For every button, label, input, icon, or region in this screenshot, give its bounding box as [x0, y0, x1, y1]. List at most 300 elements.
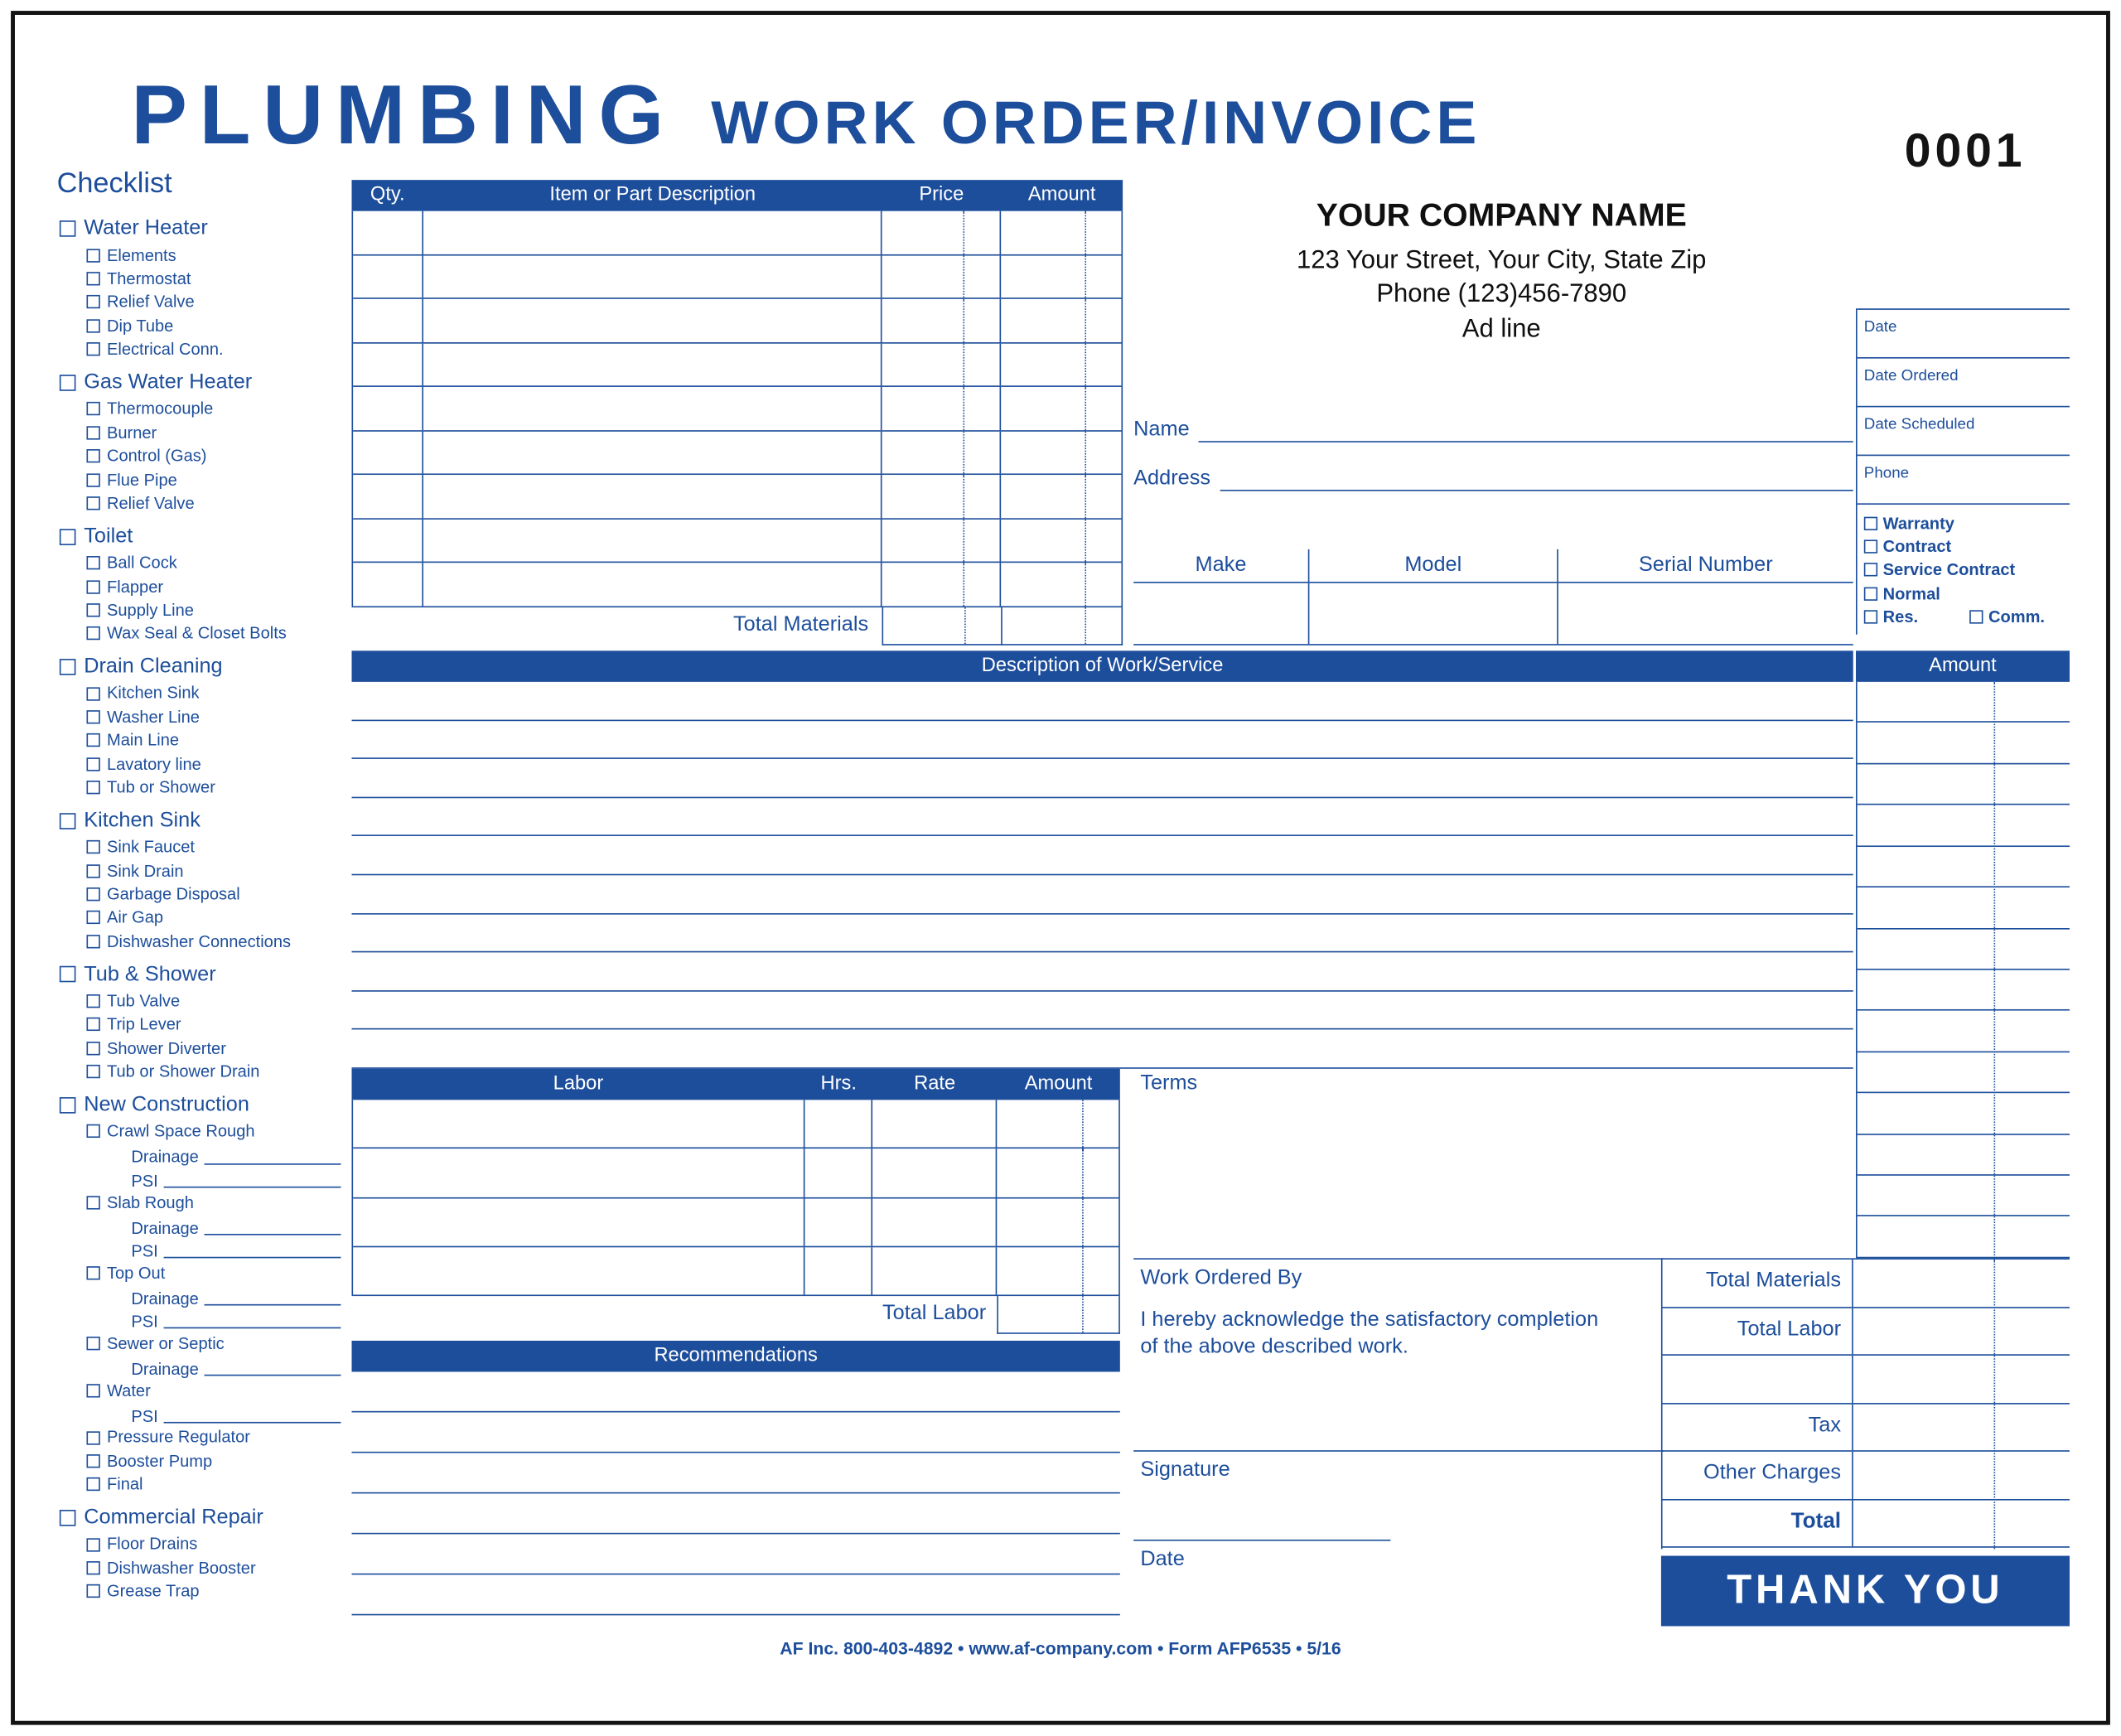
materials-row [353, 519, 1121, 563]
amount-row[interactable] [1858, 970, 2070, 1012]
rate-cell[interactable] [872, 1198, 997, 1246]
checklist-section-label: Tub & Shower [84, 962, 216, 986]
checklist-item [86, 1332, 351, 1355]
amount-row[interactable] [1858, 887, 2070, 929]
comm-label: Comm. [1988, 607, 2046, 627]
amount-row[interactable] [1858, 723, 2070, 765]
total-materials-price-cell[interactable] [882, 607, 1001, 645]
checklist-item [86, 598, 351, 621]
labor-amount-cell[interactable] [997, 1149, 1118, 1197]
write-in-label: PSI [131, 1312, 158, 1332]
qty-cell[interactable] [353, 519, 423, 561]
terms-label: Terms [1140, 1071, 1198, 1095]
price-cell[interactable] [882, 299, 1001, 341]
totals-row [1663, 1260, 2070, 1308]
write-in-line[interactable] [204, 1234, 341, 1236]
checklist-item [86, 1261, 351, 1284]
total-materials-amount-cell[interactable] [1001, 607, 1123, 645]
checklist-section-header [60, 216, 352, 240]
work-description-row[interactable] [351, 991, 1853, 1030]
checkbox-icon[interactable] [86, 272, 99, 285]
write-in-line[interactable] [163, 1187, 341, 1188]
totals-row [1663, 1452, 2070, 1500]
price-cell[interactable] [882, 387, 1001, 429]
serial-number-header: Serial Number [1638, 553, 1773, 577]
labor-row [353, 1100, 1118, 1148]
checklist-item-label: Thermostat [106, 268, 191, 288]
amount-cell[interactable] [1001, 475, 1121, 517]
checklist-section [57, 1506, 352, 1603]
amount-row[interactable] [1858, 1134, 2070, 1176]
qty-cell[interactable] [353, 431, 423, 473]
checkbox-icon[interactable] [86, 603, 99, 617]
cents-divider [1994, 682, 1996, 1259]
name-write-in-line[interactable] [1199, 441, 1853, 442]
checkbox-icon[interactable] [86, 912, 99, 925]
checkbox-icon[interactable] [1864, 516, 1877, 530]
amount-row[interactable] [1858, 1217, 2070, 1259]
cents-divider [963, 211, 964, 254]
checklist-item-label: Kitchen Sink [106, 684, 200, 704]
amount-cell[interactable] [1001, 343, 1121, 385]
res-label: Res. [1882, 607, 1919, 627]
work-description-row[interactable] [351, 721, 1853, 760]
equipment-table [1133, 549, 1853, 646]
checkbox-icon[interactable] [86, 757, 99, 771]
checkbox-icon[interactable] [86, 1042, 99, 1055]
checkbox-icon[interactable] [86, 733, 99, 747]
totals-amount-cell[interactable] [1852, 1452, 2070, 1498]
signature-date-line[interactable] [1133, 1540, 1390, 1541]
cents-divider [1085, 299, 1086, 341]
checkbox-icon[interactable] [86, 840, 99, 853]
checklist-item-label: Relief Valve [106, 293, 195, 312]
checkbox-icon[interactable] [60, 1510, 76, 1526]
checklist-section-label: Water Heater [84, 216, 208, 240]
write-in-label: PSI [131, 1171, 158, 1191]
price-cell[interactable] [882, 211, 1001, 254]
rate-header: Rate [914, 1072, 956, 1095]
totals-row [1663, 1356, 2070, 1404]
amount-cell[interactable] [1001, 299, 1121, 341]
qty-cell[interactable] [353, 343, 423, 385]
rate-cell[interactable] [872, 1100, 997, 1148]
comm-checkbox[interactable] [1969, 611, 1983, 624]
cents-divider [1085, 343, 1086, 385]
totals-amount-cell[interactable] [1852, 1260, 2070, 1306]
checkbox-icon[interactable] [86, 1584, 99, 1598]
customer-name-row [1133, 409, 1853, 442]
recommendations-rows [351, 1372, 1119, 1616]
qty-cell[interactable] [353, 299, 423, 341]
recommendation-row[interactable] [351, 1574, 1119, 1615]
checkbox-icon[interactable] [86, 887, 99, 901]
checkbox-icon[interactable] [86, 473, 99, 486]
cents-divider [1085, 519, 1086, 561]
checkbox-icon[interactable] [60, 813, 76, 829]
item-description-cell[interactable] [423, 211, 882, 254]
work-description-row[interactable] [351, 837, 1853, 876]
checklist-item [86, 621, 351, 645]
qty-cell[interactable] [353, 387, 423, 429]
price-header: Price [919, 184, 964, 206]
labor-description-cell[interactable] [353, 1100, 804, 1148]
work-amount-header-bar: Amount [1856, 650, 2070, 682]
checklist-item-label: Grease Trap [106, 1581, 200, 1601]
hours-cell[interactable] [804, 1198, 872, 1246]
recommendation-row[interactable] [351, 1412, 1119, 1453]
amount-cell[interactable] [1001, 255, 1121, 297]
job-type-res-comm-row [1864, 606, 2070, 629]
checklist-item-label: Control (Gas) [106, 446, 207, 466]
labor-row [353, 1247, 1118, 1296]
price-cell[interactable] [882, 475, 1001, 517]
amount-row[interactable] [1858, 1011, 2070, 1052]
checklist-title: Checklist [56, 167, 172, 199]
qty-cell[interactable] [353, 211, 423, 254]
checkbox-icon[interactable] [86, 626, 99, 640]
totals-row-label: Other Charges [1703, 1461, 1842, 1485]
date-field[interactable] [1858, 406, 2070, 455]
checkbox-icon[interactable] [86, 319, 99, 332]
checkbox-icon[interactable] [86, 1454, 99, 1468]
checkbox-icon[interactable] [86, 1065, 99, 1078]
checklist-item [86, 314, 351, 337]
job-type-option [1864, 582, 2070, 605]
write-in-line[interactable] [163, 1327, 341, 1329]
item-description-cell[interactable] [423, 563, 882, 605]
amount-cell[interactable] [1001, 563, 1121, 605]
make-cell[interactable] [1133, 583, 1309, 644]
cents-divider [963, 299, 964, 341]
checkbox-icon[interactable] [86, 1384, 99, 1397]
amount-row[interactable] [1858, 1176, 2070, 1217]
item-description-cell[interactable] [423, 519, 882, 561]
checklist-item-label: Thermocouple [106, 399, 214, 419]
work-description-row[interactable] [351, 798, 1853, 837]
amount-cell[interactable] [1001, 431, 1121, 473]
checklist-item-label: Tub or Shower [106, 777, 215, 797]
checklist-item [86, 398, 351, 421]
checklist-item-label: Sink Faucet [106, 838, 195, 857]
checkbox-icon[interactable] [86, 1477, 99, 1491]
checkbox-icon[interactable] [1864, 563, 1877, 577]
checklist-item [86, 1472, 351, 1496]
materials-rows [351, 211, 1123, 607]
equipment-row [1133, 583, 1853, 646]
materials-row [353, 431, 1121, 475]
checkbox-icon[interactable] [60, 967, 76, 984]
checklist-section-label: Gas Water Heater [84, 370, 253, 394]
price-cell[interactable] [882, 431, 1001, 473]
checkbox-icon[interactable] [86, 426, 99, 439]
labor-header: Labor [553, 1072, 604, 1095]
checkbox-icon[interactable] [60, 1097, 76, 1114]
checklist-item-label: Ball Cock [106, 553, 177, 573]
date-field-label: Date Ordered [1863, 368, 1959, 384]
totals-amount-cell[interactable] [1852, 1500, 2070, 1546]
totals-row-label [1663, 1356, 1853, 1402]
job-type-options [1864, 511, 2070, 606]
checkbox-icon[interactable] [86, 1018, 99, 1032]
checkbox-icon[interactable] [86, 1561, 99, 1574]
write-in-line[interactable] [204, 1375, 341, 1376]
checklist-item-label: Water [106, 1381, 151, 1400]
item-description-cell[interactable] [423, 299, 882, 341]
job-type-label: Warranty [1882, 513, 1954, 533]
price-cell[interactable] [882, 255, 1001, 297]
checkbox-icon[interactable] [60, 659, 76, 675]
name-label: Name [1133, 418, 1190, 442]
rate-cell[interactable] [872, 1247, 997, 1295]
checkbox-icon[interactable] [86, 449, 99, 462]
checklist-section-label: Kitchen Sink [84, 809, 201, 832]
work-description-rows [351, 682, 1853, 1069]
write-in-line[interactable] [204, 1304, 341, 1306]
amount-row[interactable] [1858, 1052, 2070, 1094]
amount-row[interactable] [1858, 764, 2070, 805]
labor-amount-cell[interactable] [997, 1198, 1118, 1246]
price-cell[interactable] [882, 519, 1001, 561]
checklist-section [57, 1093, 352, 1497]
cents-divider [1082, 1149, 1084, 1197]
checkbox-icon[interactable] [60, 529, 76, 545]
work-description-row[interactable] [351, 1030, 1853, 1069]
amount-row[interactable] [1858, 682, 2070, 723]
checkbox-icon[interactable] [86, 1196, 99, 1209]
checkbox-icon[interactable] [86, 994, 99, 1008]
checklist-item-label: Tub Valve [106, 991, 181, 1011]
recommendation-row[interactable] [351, 1372, 1119, 1413]
price-cell[interactable] [882, 563, 1001, 605]
labor-header-bar [351, 1069, 1119, 1100]
amount-header: Amount [1027, 184, 1096, 206]
model-cell[interactable] [1309, 583, 1558, 644]
checkbox-icon[interactable] [86, 496, 99, 510]
labor-amount-cell[interactable] [997, 1100, 1118, 1148]
work-description-row[interactable] [351, 875, 1853, 914]
job-type-option [1864, 535, 2070, 559]
materials-row [353, 211, 1121, 255]
checkbox-icon[interactable] [1864, 540, 1877, 554]
total-labor-row [351, 1296, 1119, 1334]
qty-cell[interactable] [353, 563, 423, 605]
checkbox-icon[interactable] [86, 1431, 99, 1444]
amount-cell[interactable] [1001, 211, 1121, 254]
checkbox-icon[interactable] [86, 1538, 99, 1551]
recommendation-row[interactable] [351, 1534, 1119, 1574]
checklist-item-label: Washer Line [106, 707, 200, 727]
address-write-in-line[interactable] [1220, 490, 1853, 491]
checklist-write-in-row [131, 1144, 351, 1167]
materials-row [353, 563, 1121, 607]
checklist-section-header [60, 525, 352, 549]
amount-cell[interactable] [1001, 387, 1121, 429]
checklist-item [86, 1013, 351, 1036]
total-labor-amount-cell[interactable] [997, 1296, 1120, 1334]
checklist-item [86, 575, 351, 598]
item-description-cell[interactable] [423, 475, 882, 517]
recommendation-row[interactable] [351, 1493, 1119, 1534]
write-in-label: Drainage [131, 1289, 199, 1308]
checkbox-icon[interactable] [86, 1337, 99, 1350]
amount-row[interactable] [1858, 847, 2070, 888]
checklist-section-header [60, 370, 352, 394]
checklist-item-label: Electrical Conn. [106, 340, 224, 359]
cents-divider [964, 607, 966, 643]
signature-date-label: Date [1140, 1547, 1185, 1571]
qty-cell[interactable] [353, 475, 423, 517]
checklist-item-label: Dishwasher Connections [106, 931, 292, 951]
hours-cell[interactable] [804, 1247, 872, 1295]
hours-cell[interactable] [804, 1100, 872, 1148]
checklist-item-label: Trip Lever [106, 1015, 181, 1035]
checklist-item-label: Supply Line [106, 600, 194, 620]
amount-row[interactable] [1858, 805, 2070, 847]
cents-divider [1085, 607, 1086, 643]
checklist-item [86, 752, 351, 776]
checklist-section-header [60, 1093, 352, 1117]
checkbox-icon[interactable] [1864, 587, 1877, 600]
make-header: Make [1133, 549, 1309, 582]
checkbox-icon[interactable] [86, 710, 99, 723]
amount-row[interactable] [1858, 1094, 2070, 1135]
company-phone: Phone (123)456-7890 [1376, 280, 1627, 309]
checklist-item-label: Sewer or Septic [106, 1333, 225, 1353]
job-type-label: Contract [1882, 537, 1952, 557]
checkbox-icon[interactable] [86, 342, 99, 355]
labor-amount-cell[interactable] [997, 1247, 1118, 1295]
item-description-cell[interactable] [423, 387, 882, 429]
checkbox-icon[interactable] [86, 1266, 99, 1279]
work-description-row[interactable] [351, 914, 1853, 953]
job-type-label: Service Contract [1882, 560, 2016, 580]
checklist-item [86, 267, 351, 290]
materials-table [351, 180, 1123, 645]
write-in-line[interactable] [163, 1422, 341, 1424]
totals-row-label: Total Materials [1705, 1269, 1842, 1293]
cents-divider [963, 519, 964, 561]
materials-row [353, 475, 1121, 519]
checklist-item-label: Garbage Disposal [106, 884, 240, 904]
checklist-item [86, 291, 351, 314]
amount-cell[interactable] [1001, 519, 1121, 561]
res-checkbox[interactable] [1864, 611, 1877, 624]
checklist-item-label: Elements [106, 245, 176, 265]
labor-description-cell[interactable] [353, 1247, 804, 1295]
totals-row-label: Tax [1808, 1413, 1842, 1437]
labor-description-cell[interactable] [353, 1198, 804, 1246]
company-ad-line: Ad line [1462, 314, 1541, 344]
date-field[interactable] [1858, 455, 2070, 504]
work-ordered-by-label: Work Ordered By [1140, 1266, 1302, 1289]
labor-row [353, 1149, 1118, 1198]
checklist-write-in-row [131, 1355, 351, 1378]
totals-amount-cell[interactable] [1852, 1308, 2070, 1354]
checklist-write-in-row [131, 1237, 351, 1260]
qty-cell[interactable] [353, 255, 423, 297]
checklist-item-label: Shower Diverter [106, 1038, 226, 1058]
checkbox-icon[interactable] [86, 687, 99, 700]
totals-amount-cell[interactable] [1852, 1356, 2070, 1402]
materials-row [353, 387, 1121, 431]
checklist-item-label: Wax Seal & Closet Bolts [106, 624, 287, 643]
item-description-cell[interactable] [423, 255, 882, 297]
signature-label: Signature [1140, 1458, 1230, 1482]
labor-description-cell[interactable] [353, 1149, 804, 1197]
checkbox-icon[interactable] [86, 864, 99, 878]
recommendation-row[interactable] [351, 1453, 1119, 1493]
cents-divider [1085, 255, 1086, 297]
checklist-write-in-row [131, 1402, 351, 1425]
checklist-item [86, 1579, 351, 1603]
checklist-item-label: Dip Tube [106, 316, 174, 336]
rate-cell[interactable] [872, 1149, 997, 1197]
item-description-header: Item or Part Description [549, 184, 756, 206]
work-description-row[interactable] [351, 682, 1853, 721]
date-field[interactable] [1858, 357, 2070, 406]
checkbox-icon[interactable] [86, 580, 99, 593]
date-field-label: Date Scheduled [1863, 416, 1975, 433]
checklist-sections [57, 216, 352, 1603]
work-description-row[interactable] [351, 759, 1853, 798]
work-amount-column [1856, 682, 2070, 1259]
write-in-line[interactable] [204, 1163, 341, 1164]
signature-line[interactable] [1133, 1450, 1664, 1452]
checklist-item [86, 883, 351, 906]
hours-cell[interactable] [804, 1149, 872, 1197]
checkbox-icon[interactable] [60, 220, 76, 237]
checklist-item-label: Slab Rough [106, 1192, 194, 1212]
checklist-section [57, 525, 352, 646]
checklist-item [86, 1556, 351, 1579]
date-field-label: Date [1863, 319, 1897, 336]
checklist-section [57, 655, 352, 799]
cents-divider [1082, 1198, 1084, 1246]
checkbox-icon[interactable] [86, 935, 99, 948]
job-type-option [1864, 559, 2070, 582]
checkbox-icon[interactable] [86, 781, 99, 794]
checkbox-icon[interactable] [86, 296, 99, 309]
serial-number-cell[interactable] [1558, 583, 1853, 644]
checkbox-icon[interactable] [86, 1124, 99, 1138]
date-field[interactable] [1858, 308, 2070, 357]
totals-amount-cell[interactable] [1852, 1404, 2070, 1450]
item-description-cell[interactable] [423, 431, 882, 473]
price-cell[interactable] [882, 343, 1001, 385]
checklist-item-label: Floor Drains [106, 1535, 198, 1555]
cents-divider [963, 387, 964, 429]
work-description-row[interactable] [351, 953, 1853, 992]
checkbox-icon[interactable] [86, 556, 99, 569]
work-ordered-by-divider [1133, 1258, 1664, 1260]
write-in-line[interactable] [163, 1257, 341, 1259]
checkbox-icon[interactable] [86, 403, 99, 416]
totals-row-label: Total [1790, 1509, 1842, 1533]
checklist-item [86, 1037, 351, 1060]
checkbox-icon[interactable] [86, 249, 99, 262]
checklist-item [86, 1426, 351, 1449]
checkbox-icon[interactable] [60, 375, 76, 391]
cents-divider [1085, 387, 1086, 429]
labor-row [353, 1198, 1118, 1247]
item-description-cell[interactable] [423, 343, 882, 385]
checklist-item [86, 491, 351, 515]
cents-divider [963, 475, 964, 517]
amount-row[interactable] [1858, 929, 2070, 970]
checklist-item [86, 1449, 351, 1472]
checklist-item [86, 1060, 351, 1083]
